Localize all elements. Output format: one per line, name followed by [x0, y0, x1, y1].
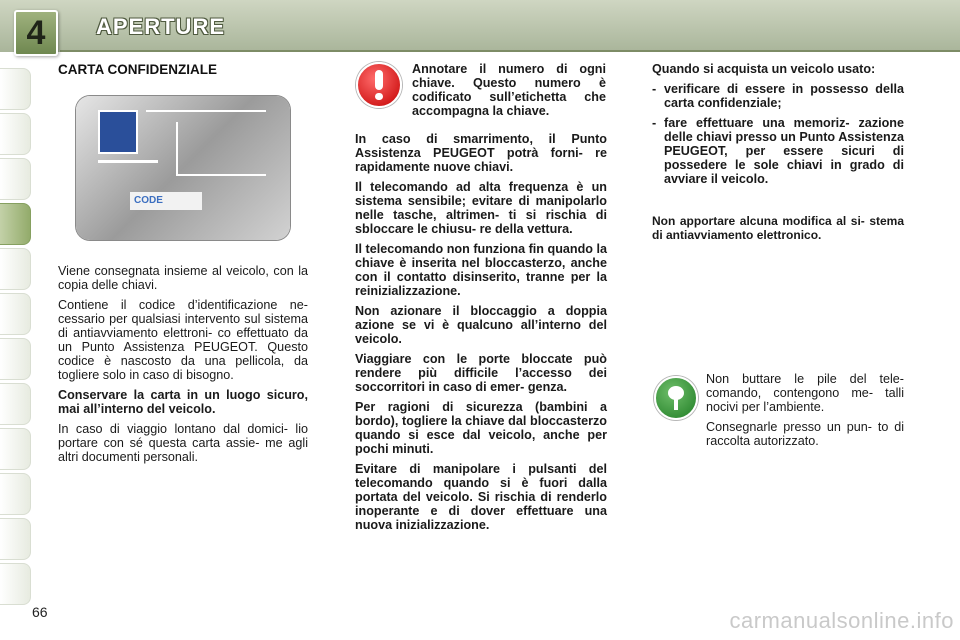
right-column — [652, 62, 904, 192]
peugeot-logo-panel — [98, 110, 138, 154]
watermark: carmanualsonline.info — [729, 608, 954, 633]
header-divider — [60, 50, 960, 52]
chapter-tab-1[interactable] — [0, 68, 31, 110]
left-paragraph-2: Contiene il codice d’identificazione ne- cessario per qualsiasi intervento sul sistema di antiavviamento elettroni- co effettuato da un Punto Assistenza PEUGEOT. Questo codice è nascosto da una pellicola, da togliere solo in caso di bisogno. — [58, 298, 308, 382]
confidential-card-illustration — [76, 96, 290, 240]
chapter-tab-7[interactable] — [0, 338, 31, 380]
right-list-item: - verificare di essere in possesso della carta confidenziale; — [652, 82, 904, 110]
antitheft-warning: Non apportare alcuna modifica al si- stema di antiavviamento elettronico. — [652, 214, 904, 242]
environment-tree-icon — [654, 376, 698, 420]
chapter-tab-11[interactable] — [0, 518, 31, 560]
chapter-tab-3[interactable] — [0, 158, 31, 200]
eco-paragraph-2: Consegnarle presso un pun- to di raccolta autorizzato. — [706, 420, 904, 448]
alert-text: Annotare il numero di ogni chiave. Questo numero è codificato sull’etichetta che accompagna la chiave. — [412, 62, 606, 118]
middle-paragraph-3: Il telecomando non funziona fin quando la chiave è inserita nel bloccasterzo, anche con il contatto disinserito, tranne per la reinizializzazione. — [355, 242, 607, 298]
card-line — [176, 122, 178, 174]
environment-note — [706, 372, 904, 454]
chapter-number-badge: 4 — [14, 10, 58, 56]
middle-paragraph-6: Per ragioni di sicurezza (bambini a bordo), togliere la chiave dal bloccasterzo quando si esce dal veicolo, anche per pochi minuti. — [355, 400, 607, 456]
middle-paragraph-1: In caso di smarrimento, il Punto Assistenza PEUGEOT potrà forni- re rapidamente nuove chiavi. — [355, 132, 607, 174]
warning-exclamation-icon — [356, 62, 402, 108]
left-paragraph-4: In caso di viaggio lontano dal domici- lio portare con sé questa carta assie- me agli altri documenti personali. — [58, 422, 308, 464]
right-list-item: - fare effettuare una memoriz- zazione delle chiavi presso un Punto Assistenza PEUGEOT, per essere sicuri di possedere le sole chiavi in grado di avviare il veicolo. — [652, 116, 904, 186]
chapter-title: APERTURE — [96, 14, 226, 39]
chapter-tab-12[interactable] — [0, 563, 31, 605]
middle-paragraph-4: Non azionare il bloccaggio a doppia azione se vi è qualcuno all’interno del veicolo. — [355, 304, 607, 346]
left-paragraph-1: Viene consegnata insieme al veicolo, con la copia delle chiavi. — [58, 264, 308, 292]
left-column — [58, 264, 308, 470]
chapter-tab-6[interactable] — [0, 293, 31, 335]
chapter-tab-2[interactable] — [0, 113, 31, 155]
chapter-tab-4-active[interactable] — [0, 203, 31, 245]
middle-paragraph-5: Viaggiare con le porte bloccate può rendere più difficile l’accesso dei soccorritori in caso di emer- genza. — [355, 352, 607, 394]
card-code-label: CODE — [130, 192, 202, 210]
chapter-tabs — [0, 68, 34, 608]
chapter-tab-9[interactable] — [0, 428, 31, 470]
right-intro: Quando si acquista un veicolo usato: — [652, 62, 876, 76]
left-paragraph-3: Conservare la carta in un luogo sicuro, mai all’interno del veicolo. — [58, 388, 308, 416]
chapter-tab-8[interactable] — [0, 383, 31, 425]
eco-paragraph-1: Non buttare le pile del tele- comando, contengono me- talli nocivi per l’ambiente. — [706, 372, 904, 414]
middle-paragraph-7: Evitare di manipolare i pulsanti del telecomando quando si è fuori dalla portata del veicolo. Si rischia di renderlo inoperante e di dover effettuare una nuova inizializzazione. — [355, 462, 607, 532]
middle-paragraph-2: Il telecomando ad alta frequenza è un sistema sensibile; evitare di manipolarlo nelle tasche, altrimen- ti si rischia di sbloccare le chiusu- re della vettura. — [355, 180, 607, 236]
card-key-slot — [98, 160, 158, 163]
card-line — [176, 174, 266, 176]
chapter-tab-5[interactable] — [0, 248, 31, 290]
alert-note — [412, 62, 606, 124]
middle-column — [355, 132, 607, 538]
section-title: CARTA CONFIDENZIALE — [58, 62, 217, 77]
chapter-tab-10[interactable] — [0, 473, 31, 515]
page-number: 66 — [32, 604, 48, 620]
card-line — [146, 110, 266, 112]
